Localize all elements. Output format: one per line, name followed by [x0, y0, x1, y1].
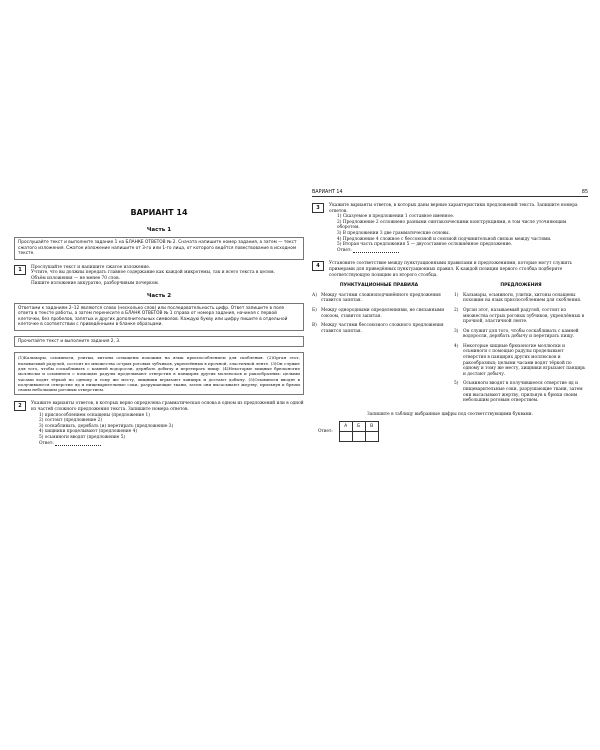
task-4-answer-label: Ответ: [318, 429, 333, 435]
sentence-item [454, 293, 588, 304]
answer-col-a: А [339, 422, 352, 432]
task-2-option: 1) приспособлением оснащены (предложение 1) [39, 412, 150, 418]
answer-table-row [312, 421, 588, 442]
answer-cell-a[interactable] [339, 432, 352, 442]
task-2 [14, 401, 304, 446]
table-instruction: Запишите в таблицу выбранные цифры под соответствующими буквами. [366, 411, 533, 417]
sentence-text: Кальмары, осьминоги, улитки, хитоны оснащены похожим на язык приспособлением для скобления. [463, 292, 582, 304]
rules-header: ПУНКТУАЦИОННЫЕ ПРАВИЛА [339, 283, 419, 289]
task-4 [312, 261, 588, 278]
rule-item [312, 323, 446, 334]
task-3-option: 3) В предложении 3 две грамматические основы. [337, 230, 450, 236]
answer-cell-b[interactable] [352, 432, 365, 442]
task-1-number: 1 [14, 265, 26, 275]
page-number: 85 [581, 190, 588, 195]
sentence-label: 1) [454, 292, 459, 298]
task-2-option: 4) хищники проделывают (предложение 4) [39, 429, 138, 435]
task-2-number: 2 [14, 401, 26, 411]
read-instruction: Прочитайте текст и выполните задания 2, 3. [14, 336, 304, 348]
left-page [14, 190, 304, 540]
right-page [312, 190, 588, 540]
task-2-answer-field[interactable] [55, 441, 101, 446]
sentence-text: Он служит для того, чтобы соскабливать с камней водоросли, дерябать добычу и перетирать пищу. [463, 328, 579, 340]
part2-title: Часть 2 [146, 292, 172, 299]
answer-col-b: Б [352, 422, 365, 432]
task-2-option: 3) соскабливать, дерябать (и) перетирать (предложение 3) [39, 423, 174, 429]
task-2-option: 2) состоит (предложение 2) [39, 418, 103, 424]
task-2-answer-label: Ответ: [39, 440, 56, 446]
answer-cell-c[interactable] [365, 432, 378, 442]
task-1 [14, 265, 304, 287]
sentences-column [454, 283, 588, 408]
task-4-intro: Установите соответствие между пунктуационными правилами и предложениями, которые могут служить примерами для приведённых пунктуационных правил. К каждой позиции первого столбца подберите соответствующую позицию из второго столбца. [329, 261, 572, 278]
page-header [312, 190, 588, 197]
task-2-intro: Укажите варианты ответов, в которых верно определена грамматическая основа в одном из предложений или в одной из частей сложного предложения текста. Запишите номера ответов. [31, 401, 304, 413]
task-3-option: 5) Вторая часть предложения 5 — двусоставное осложнённое предложение. [337, 242, 513, 248]
header-variant: ВАРИАНТ 14 [312, 190, 343, 195]
sentence-label: 2) [454, 307, 459, 313]
task-3-answer-label: Ответ: [337, 247, 354, 253]
task-1-line: Пишите изложение аккуратно, разборчивым почерком. [31, 281, 160, 287]
rule-label: В) [312, 323, 317, 329]
task-1-line: Прослушайте текст и напишите сжатое изложение. [31, 264, 151, 270]
task-3-intro: Укажите варианты ответов, в которых даны верные характеристики предложений текста. Запишите номера ответов. [329, 203, 578, 214]
rule-text: Между частями бессоюзного сложного предложения ставится запятая. [321, 323, 444, 334]
sentence-text: Некоторые хищные брюхоногие моллюски и осьминоги с помощью радулы проделывают отверстия в панцирях других моллюсков и ракообразных; целыми часами водят тёркой по одному и тому же месту, хищники вгрызают панцирь и достают добычу. [463, 343, 586, 377]
sentence-item [454, 308, 588, 325]
task-3 [312, 203, 588, 253]
part1-instruction: Прослушайте текст и выполните задание 1 на БЛАНКЕ ОТВЕТОВ № 2. Сначата напишите номер задания, а затем — текст сжатого изложения. Сжатое изложение напишите от 3-го или 1-го лица, от которого ведётся повествование в исходном тексте. [14, 237, 304, 260]
answer-table [339, 421, 379, 442]
sentence-item [454, 329, 588, 340]
part2-instruction: Ответами к заданиям 2–12 являются слово (несколько слов) или последовательность цифр. Ответ запишите в поле ответа в тексте работы, а затем перенесите в БЛАНК ОТВЕТОВ № 1 справа от номера задания, начиная с первой клеточки, без пробелов, запятых и других дополнительных символов. Каждую букву или цифру пишите в отдельной клеточке в соответствии с приведёнными в бланке образцами. [14, 303, 304, 331]
answer-col-c: В [365, 422, 378, 432]
task-1-line: Учтите, что вы должны передать главное содержание как каждой микротемы, так и всего текста в целом. [31, 270, 276, 276]
sentence-label: 3) [454, 328, 459, 334]
rule-item [312, 293, 446, 304]
task-1-line: Объём изложения — не менее 70 слов. [31, 275, 120, 281]
rule-label: Б) [312, 307, 317, 313]
matching-columns [312, 283, 588, 408]
sentence-text: Осьминоги вводят в получившееся отверстие яд и пищеварительные соки, разрушающие ткани, затем они высасывают жертву, прильнув к брюхи своим небольшим роговым отверстием. [463, 381, 583, 404]
task-3-answer-field[interactable] [353, 248, 399, 253]
part1-title: Часть 1 [146, 227, 172, 233]
rules-column [312, 283, 446, 408]
rule-text: Между однородными определениями, не связанными союзом, ставится запятая. [321, 307, 445, 319]
task-3-option: 1) Сказуемое в предложении 1 составное именное. [337, 214, 455, 220]
sentences-header: ПРЕДЛОЖЕНИЯ [500, 283, 542, 289]
task-4-number: 4 [312, 261, 324, 271]
reading-text: (1)Кальмары, осьминоги, улитки, хитоны оснащены похожим на язык приспособлением для скобления. (2)Орган этот, называемый радулой, состоит из множества острых роговых зубчиков, укреплённых в прочной, эластичной ленте. (3)Он служит для того, чтобы соскабливать с камней водоросли, дерябать добычу и перетирать пищу. (4)Некоторые хищные брюхоногие моллюски и осьминоги с помощью радулы проделывают отверстия в панцирях других моллюсков и ракообразных: целыми часами водят тёркой по одному и тому же месту, хищники вгрызают ханцирь и достают добычу. (5)Осьминоги вводят в получившееся отверстие яд и пищеварительные соки, разрушающие ткани, затем они высасывают жертву, прильнув к брюхи своим небольшим роговым отверстием. [14, 352, 304, 395]
task-3-option: 4) Предложение 4 сложное с бессоюзной и союзной подчинительной связью между частями. [337, 236, 552, 242]
sentence-item [454, 381, 588, 403]
variant-title: ВАРИАНТ 14 [130, 208, 188, 217]
sentence-label: 5) [454, 381, 459, 387]
task-2-option: 5) осьминоги вводят (предложение 5) [39, 435, 126, 441]
rule-item [312, 308, 446, 319]
rule-text: Между частями сложноподчинённого предложения ставится запятая. [321, 292, 441, 304]
sentence-label: 4) [454, 343, 459, 349]
sentence-item [454, 344, 588, 378]
sentence-text: Орган этот, называемый радулой, состоит из множества острых роговых зубчиков, укреплённых в прочной, эластичной ленте. [463, 307, 585, 325]
task-3-option: 2) Предложение 2 осложнено разными синтаксическими конструкциями, в том числе уточняющим оборотом. [337, 219, 567, 231]
task-3-number: 3 [312, 203, 324, 213]
rule-label: А) [312, 292, 317, 298]
